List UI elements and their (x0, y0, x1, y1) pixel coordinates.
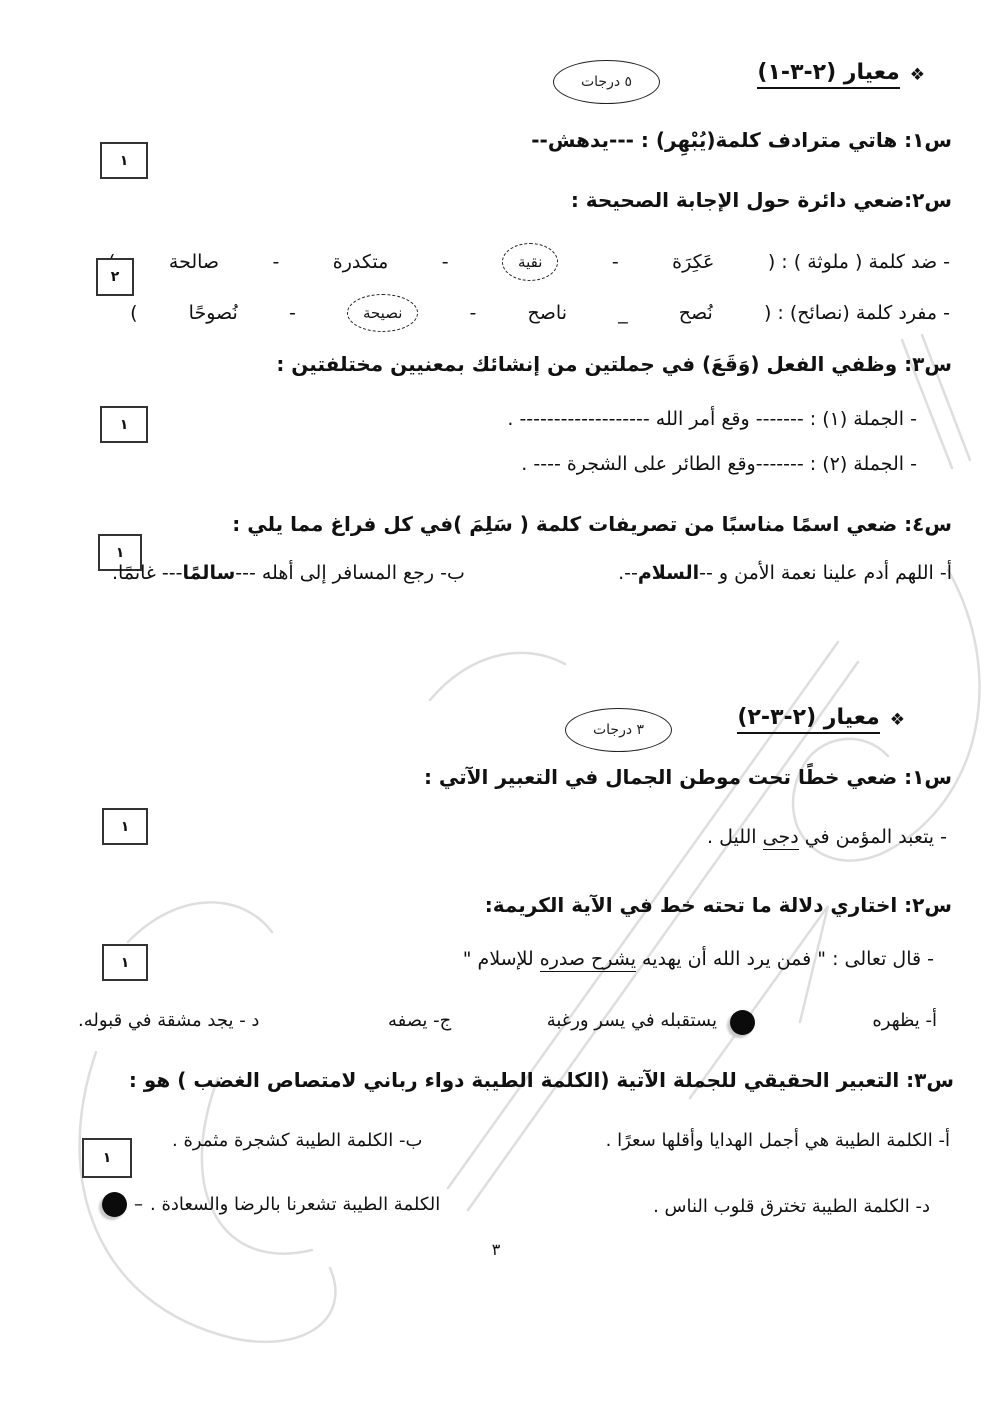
q3-option-b: ب- الكلمة الطيبة كشجرة مثمرة . (172, 1130, 423, 1151)
choice-row2-circled-answer: نصيحة (347, 294, 418, 332)
choice-row1-option-3: متكدرة (332, 251, 389, 273)
mark-box-7: ١ (82, 1138, 132, 1178)
s1-question-2: س٢:ضعي دائرة حول الإجابة الصحيحة : (570, 188, 952, 212)
diamond-bullet-icon: ❖ (909, 64, 925, 85)
standard-1-header (757, 60, 925, 89)
choice-separator: - (288, 302, 296, 324)
line-tail: الليل . (707, 826, 763, 848)
s1-q3-sentence-2: - الجملة (٢) : -------وقع الطائر على الشجرة ---- . (521, 453, 917, 475)
page-number: ٣ (491, 1240, 501, 1259)
verse-text: - قال تعالى : " فمن يرد الله أن يهديه (636, 948, 934, 970)
choice-row1-label: - ضد كلمة ( ملوثة ) : ( (767, 251, 950, 273)
verse-tail: للإسلام " (462, 948, 540, 970)
s1-question-1: س١: هاتي مترادف كلمة(يُبْهِر) : ---يدهش-- (531, 128, 952, 152)
option-c: ج- يصفه (388, 1010, 452, 1031)
s2-q2-options-row (0, 1006, 992, 1048)
choice-row1-option-1: عَكِرَة (672, 251, 715, 273)
option-b-selected: يستقبله في يسر ورغبة (546, 1010, 717, 1031)
mark-box-6: ١ (102, 944, 148, 981)
answer-b-filled-word: سالمًا (182, 562, 236, 584)
s1-q4-answer-a (618, 562, 952, 584)
option-a: أ- يظهره (872, 1010, 937, 1031)
selected-answer-dot-icon (730, 1010, 755, 1035)
choice-separator: - (441, 251, 449, 273)
s2-q3-options-row-1 (0, 1126, 992, 1166)
diamond-bullet-icon: ❖ (889, 709, 905, 730)
choice-separator: - (469, 302, 477, 324)
q3-option-a: أ- الكلمة الطيبة هي أجمل الهدايا وأقلها سعرًا . (605, 1130, 950, 1151)
s2-question-1: س١: ضعي خطًا تحت موطن الجمال في التعبير الآتي : (423, 765, 952, 789)
choice-row2-option-4: نُصوحًا (188, 302, 238, 324)
choice-separator: - (272, 251, 280, 273)
q3-option-c-dash: – (134, 1194, 143, 1215)
mark-box-1: ١ (100, 142, 148, 179)
standard-2-header (737, 705, 905, 734)
choice-row2-label: - مفرد كلمة (نصائح) : ( (763, 302, 950, 324)
underlined-phrase: يشرح صدره (539, 948, 637, 970)
answer-a-text: أ- اللهم أدم علينا نعمة الأمن و -- (699, 562, 952, 584)
choice-separator: _ (618, 302, 628, 324)
choice-separator: - (611, 251, 619, 273)
answer-b-text: ب- رجع المسافر إلى أهله --- (235, 562, 465, 584)
s2-q1-line (707, 826, 947, 848)
standard-2-marks-badge: ٣ درجات (565, 708, 672, 752)
selected-answer-dot-icon (102, 1192, 127, 1217)
mark-box-5: ١ (102, 808, 148, 845)
q3-option-c-text: الكلمة الطيبة تشعرنا بالرضا والسعادة . (150, 1194, 441, 1215)
q3-option-c-selected (102, 1192, 440, 1217)
s2-q3-options-row-2 (0, 1190, 992, 1232)
s2-question-2: س٢: اختاري دلالة ما تحته خط في الآية الكريمة: (484, 893, 952, 917)
s2-q2-verse (463, 948, 934, 970)
s1-q2-choice-row-1 (108, 243, 950, 281)
answer-b-tail: --- غانمًا. (112, 562, 183, 584)
choice-row1-option-4: صالحة (168, 251, 220, 273)
mark-box-2: ٢ (96, 258, 134, 296)
answer-a-tail: --. (618, 562, 638, 584)
mark-box-3: ١ (100, 406, 148, 443)
underlined-word: دجى (762, 826, 799, 848)
standard-1-title: معيار (٢-٣-١) (757, 60, 899, 89)
option-d: د - يجد مشقة في قبوله. (78, 1010, 260, 1031)
line-text: - يتعبد المؤمن في (798, 826, 947, 848)
s1-q4-answer-b (112, 562, 465, 584)
mark-box-4: ١ (98, 534, 142, 571)
s1-q3-sentence-1: - الجملة (١) : ------- وقع أمر الله ------------------- . (507, 408, 917, 430)
choice-row1-circled-answer: نقية (502, 243, 558, 281)
standard-2-title: معيار (٢-٣-٢) (737, 705, 879, 734)
answer-a-filled-word: السلام (637, 562, 700, 584)
choice-row2-option-1: نُصح (678, 302, 713, 324)
s2-question-3: س٣: التعبير الحقيقي للجملة الآتية (الكلمة الطيبة دواء رباني لامتصاص الغضب ) هو : (128, 1068, 954, 1092)
choice-row2-close-paren: ) (130, 302, 138, 324)
s1-question-3: س٣: وظفي الفعل (وَقَعَ) في جملتين من إنشائك بمعنيين مختلفتين : (276, 352, 952, 376)
q3-option-d: د- الكلمة الطيبة تخترق قلوب الناس . (653, 1196, 930, 1217)
choice-row2-option-2: ناصح (527, 302, 567, 324)
standard-1-marks-badge: ٥ درجات (553, 60, 660, 104)
s1-question-4: س٤: ضعي اسمًا مناسبًا من تصريفات كلمة ( سَلِمَ )في كل فراغ مما يلي : (232, 512, 952, 536)
s1-q2-choice-row-2 (130, 294, 950, 332)
